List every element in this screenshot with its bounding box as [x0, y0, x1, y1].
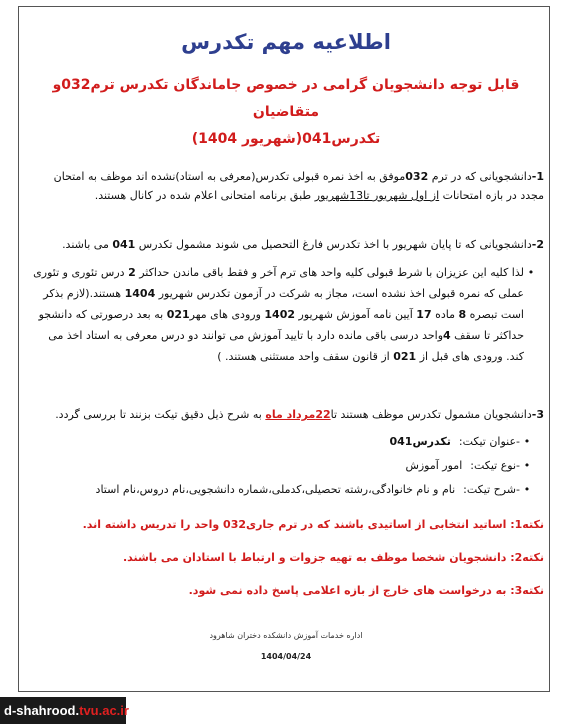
item-3-deadline: 22مرداد ماه [265, 408, 331, 421]
note-3: نکته3: به درخواست های خارج از بازه اعلامی پاسخ داده نمی شود. [188, 584, 544, 597]
eligibility-text: لذا کلیه این عزیزان با شرط قبولی کلیه واحد های ترم آخر و فقط باقی ماندن حداکثر 2 درس تئوری و تئوری عملی که نمره قبولی اخذ نشده است، مجاز به شرکت در آزمون تکدرس شهریور 1404 هستند.(لازم بذکر است تبصره 8 ماده 17 آیین نامه آموزش شهریور 1402 ورودی های مهر021 به بعد درصورتی که دانشجو حداکثر تا سقف 4واحد درسی باقی مانده دارد با تایید آموزش می توانند دو درس معرفی به استاد اخذ می کند. ورودی های قبل از 021 از قانون سقف واحد مستثنی هستند. ) [33, 266, 524, 363]
item-1-number: 1- [531, 170, 544, 183]
item-1-exam-period: از اول شهریور تا13شهریور [314, 189, 440, 202]
item-1-text-e: طبق برنامه امتحانی اعلام شده در کانال هستند. [94, 189, 315, 202]
note-1: نکته1: اساتید انتخابی از اساتیدی باشند که در ترم جاری032 واحد را تدریس داشته اند. [82, 518, 544, 531]
ticket-description-value: نام و نام خانوادگی،رشته تحصیلی،کدملی،شماره دانشجویی،نام دروس،نام استاد [95, 483, 456, 496]
notice-subtitle [28, 72, 544, 153]
item-2-text-a: دانشجویانی که تا پایان شهریور با اخذ تکدرس فارغ التحصیل می شوند مشمول تکدرس [135, 238, 532, 251]
note-2: نکته2: دانشجویان شخصا موظف به تهیه جزوات و ارتباط با استادان می باشند. [122, 551, 544, 564]
subtitle-line-2: تکدرس041(شهریور 1404) [191, 131, 381, 147]
item-3-paragraph [28, 405, 544, 424]
ticket-title-label: -عنوان تیکت: [458, 435, 520, 448]
notice-title: اطلاعیه مهم تکدرس [181, 30, 391, 54]
item-2-paragraph [28, 235, 544, 254]
ticket-title-value: تکدرس041 [389, 435, 451, 448]
item-3-text-a: دانشجویان مشمول تکدرس موظف هستند تا [330, 408, 532, 421]
item-1-paragraph [28, 167, 544, 205]
bullet-dot-icon: • [523, 435, 531, 448]
ticket-description-label: -شرح تیکت: [463, 483, 520, 496]
watermark-domain: d-shahrood. [4, 703, 80, 718]
footer-date: 1404/04/24 [260, 652, 312, 661]
ticket-title-row [28, 430, 534, 454]
ticket-type-label: -نوع تیکت: [470, 459, 520, 472]
bullet-dot-icon: • [523, 483, 531, 496]
item-1-text-c: موفق به اخذ نمره قبولی تکدرس(معرفی به استاد)نشده اند موظف به امتحان مجدد در بازه امتحانات [53, 170, 544, 202]
watermark-domain-accent: tvu.ac.ir [79, 703, 129, 718]
footer-organization: اداره خدمات آموزش دانشکده دختران شاهرود [209, 631, 363, 640]
item-3-number: 3- [531, 408, 544, 421]
item-3-text-c: به شرح ذیل دقیق تیکت بزنند تا بررسی گردد. [55, 408, 266, 421]
notice-content [28, 10, 544, 661]
bullet-dot-icon: • [523, 459, 531, 472]
bullet-dot-icon: • [527, 266, 535, 279]
item-2-number: 2- [531, 238, 544, 251]
ticket-type-row [28, 454, 534, 478]
subtitle-line-1: قابل توجه دانشجویان گرامی در خصوص جاماندگان تکدرس ترم032و متقاضیان [52, 77, 520, 120]
item-1-text-a: دانشجویانی که در ترم [428, 170, 532, 183]
site-watermark [0, 697, 129, 724]
item-1-term: 032 [405, 170, 429, 183]
eligibility-bullet [28, 262, 538, 367]
ticket-type-value: امور آموزش [405, 459, 463, 472]
item-2-text-c: می باشند. [62, 238, 113, 251]
ticket-description-row [28, 478, 534, 502]
item-2-term: 041 [112, 238, 136, 251]
